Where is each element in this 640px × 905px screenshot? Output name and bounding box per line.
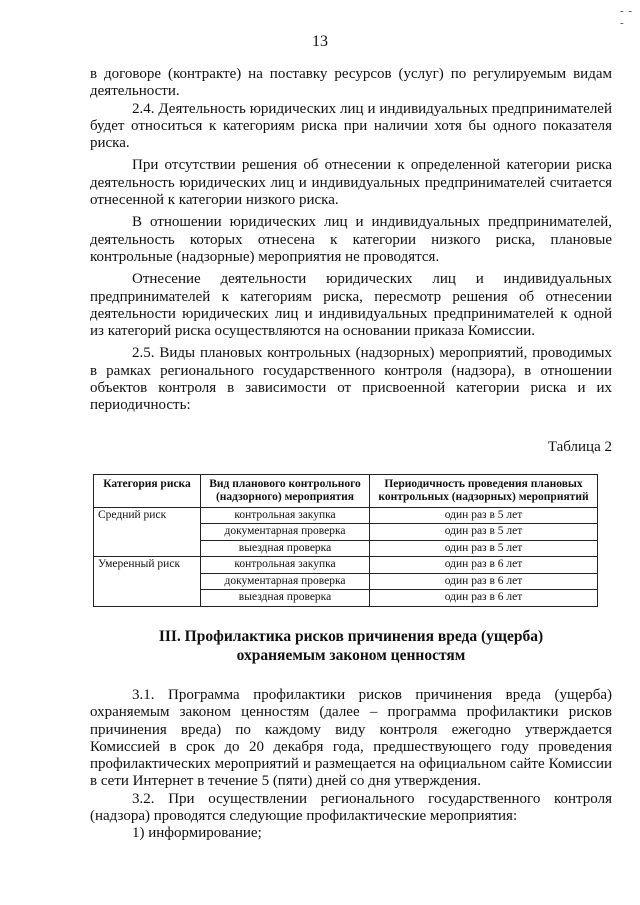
document-body [90,66,612,843]
periodicity-cell: один раз в 6 лет [370,557,598,574]
paragraph-3-1: 3.1. Программа профилактики рисков причинения вреда (ущерба) охраняемым законом ценностям (далее – программа профилактики рисков причинения вреда) по каждому виду контроля ежегодно утверждается Комиссией в срок до 20 декабря года, предшествующего году проведения профилактических мероприятий и размещается на официальном сайте Комиссии в сети Интернет в течение 5 (пяти) дней со дня утверждения. [90,686,612,790]
list-item-informing: 1) информирование; [132,825,262,842]
paragraph-no-decision: При отсутствии решения об отнесении к определенной категории риска деятельность юридических лиц и индивидуальных предпринимателей считается отнесенной к категории низкого риска. [90,157,612,209]
periodicity-cell: один раз в 6 лет [370,573,598,590]
inspection-type-cell: контрольная закупка [201,507,370,524]
section-heading [90,627,612,665]
paragraph-continuation: в договоре (контракте) на поставку ресурсов (услуг) по регулируемым видам деятельности. [90,66,612,100]
paragraph-3-2: 3.2. При осуществлении регионального государственного контроля (надзора) проводятся следующие профилактические мероприятия: [90,790,612,825]
corner-mark: - - - [620,5,634,29]
inspection-type-cell: выездная проверка [201,590,370,607]
paragraph-assignment: Отнесение деятельности юридических лиц и индивидуальных предпринимателей к категориям риска, пересмотр решения об отнесении деятельности юридических лиц и индивидуальных предпринимателей к одной из категорий риска осуществляются на основании приказа Комиссии. [90,271,612,340]
risk-category-cell: Умеренный риск [94,557,201,607]
risk-table [93,474,598,607]
inspection-type-cell: контрольная закупка [201,557,370,574]
paragraph-2-4: 2.4. Деятельность юридических лиц и индивидуальных предпринимателей будет относиться к категориям риска при наличии хотя бы одного показателя риска. [90,100,612,152]
periodicity-cell: один раз в 5 лет [370,540,598,557]
table-caption: Таблица 2 [547,438,612,455]
risk-category-cell: Средний риск [94,507,201,557]
table-row [94,507,598,524]
table-row [94,557,598,574]
inspection-type-cell: документарная проверка [201,524,370,541]
inspection-type-cell: выездная проверка [201,540,370,557]
periodicity-cell: один раз в 6 лет [370,590,598,607]
table-header-row [94,474,598,507]
paragraph-2-5: 2.5. Виды плановых контрольных (надзорных) мероприятий, проводимых в рамках регионального государственного контроля (надзора), в отношении объектов контроля в зависимости от присвоенной категории риска и их периодичность: [90,345,612,414]
page-number: 13 [312,33,328,50]
periodicity-cell: один раз в 5 лет [370,524,598,541]
paragraph-low-risk: В отношении юридических лиц и индивидуальных предпринимателей, деятельность которых отнесена к категории низкого риска, плановые контрольные (надзорные) мероприятия не проводятся. [90,214,612,265]
header-risk-category: Категория риска [94,474,201,507]
section-heading-line1: III. Профилактика рисков причинения вреда (ущерба) [158,627,544,645]
periodicity-cell: один раз в 5 лет [370,507,598,524]
inspection-type-cell: документарная проверка [201,573,370,590]
header-periodicity: Периодичность проведения плановых контрольных (надзорных) мероприятий [370,474,598,507]
header-inspection-type: Вид планового контрольного (надзорного) мероприятия [201,474,370,507]
section-heading-line2: охраняемым законом ценностям [236,646,466,664]
